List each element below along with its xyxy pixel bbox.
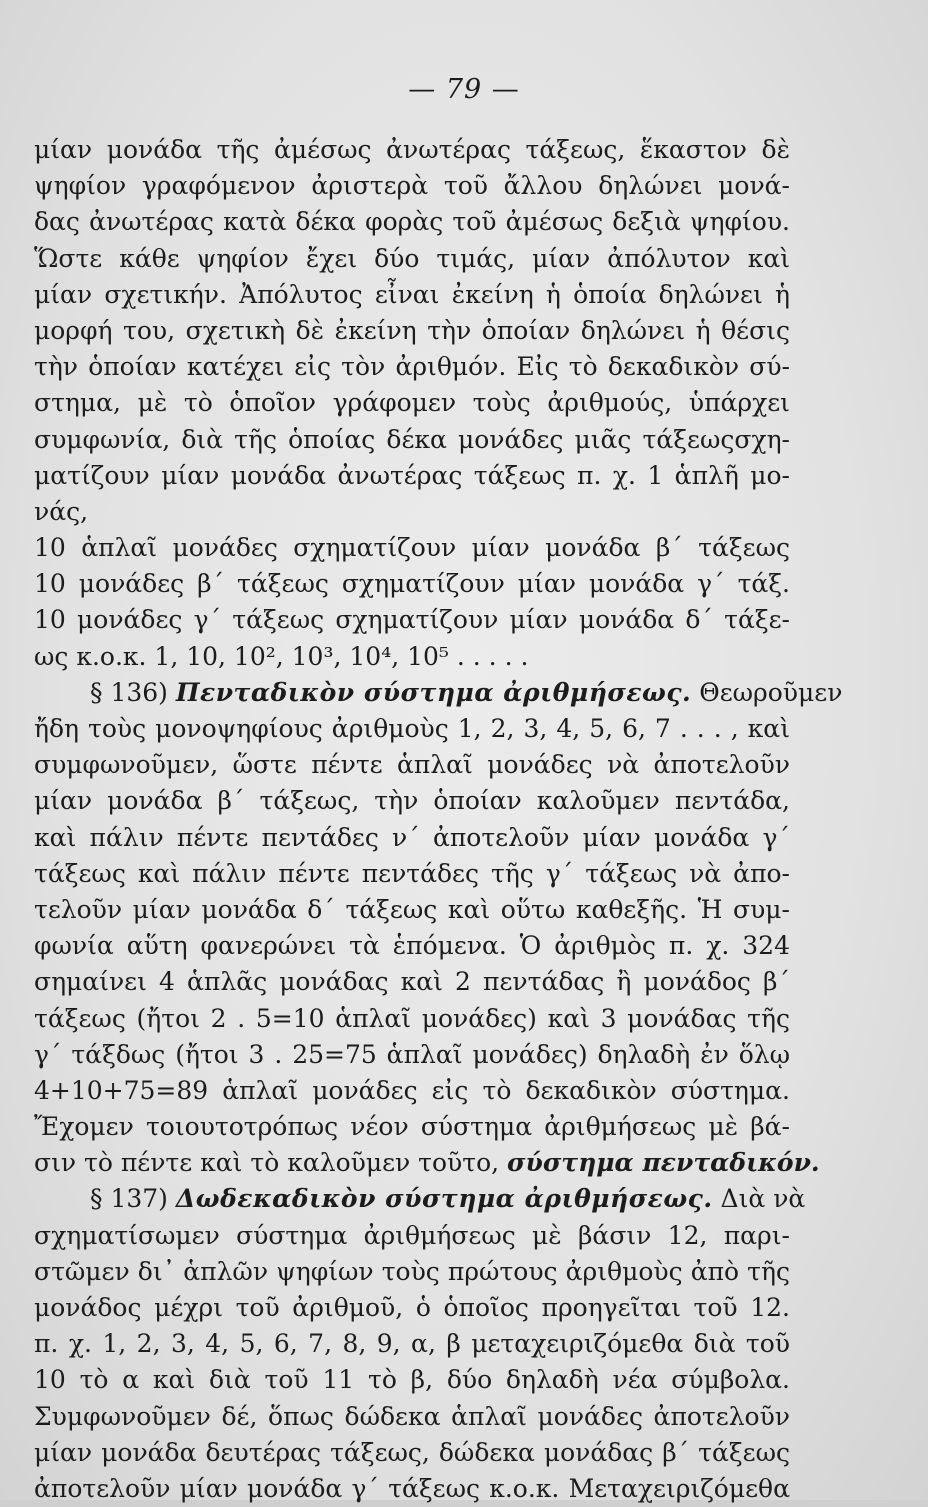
text-line: συμφωνία, διὰ τῆς ὁποίας δέκα μονάδες μιᾶς τάξεωςσχη- xyxy=(34,424,790,454)
text-line: συμφωνοῦμεν, ὥστε πέντε ἁπλαῖ μονάδες νὰ ἀποτελοῦν xyxy=(34,750,790,780)
text-line: μίαν μονάδα δευτέρας τάξεως, δώδεκα μονάδας β΄ τάξεως xyxy=(34,1437,790,1467)
section-number: § 137) xyxy=(90,1184,168,1214)
page-number: — 79 — xyxy=(408,74,520,105)
text-line: σχηματίσωμεν σύστημα ἀριθμήσεως μὲ βάσιν 12, παρι- xyxy=(34,1220,790,1250)
text-line: μίαν μονάδα τῆς ἀμέσως ἀνωτέρας τάξεως, ἕκαστον δὲ xyxy=(34,135,790,164)
text-line: καὶ πάλιν πέντε πεντάδες ν΄ ἀποτελοῦν μίαν μονάδα γ΄ xyxy=(34,822,790,852)
text-line: τάξεως καὶ πάλιν πέντε πεντάδες τῆς γ΄ τάξεως νὰ ἀπο- xyxy=(34,858,790,888)
text-line: μονάδος μέχρι τοῦ ἀριθμοῦ, ὁ ὁποῖος προηγεῖται τοῦ 12. xyxy=(34,1293,790,1322)
text-line: σημαίνει 4 ἁπλᾶς μονάδας καὶ 2 πεντάδας ἢ μονάδος β΄ xyxy=(34,967,790,997)
text-line: π. χ. 1, 2, 3, 4, 5, 6, 7, 8, 9, α, β μεταχειριζόμεθα διὰ τοῦ xyxy=(34,1329,790,1359)
text-line: Ἔχομεν τοιουτοτρόπως νέον σύστημα ἀριθμήσεως μὲ βά- xyxy=(34,1112,790,1142)
section-title: Δωδεκαδικὸν σύστημα ἀριθμήσεως. xyxy=(175,1184,713,1214)
text-line: 10 μονάδες β΄ τάξεως σχηματίζουν μίαν μονάδα γ΄ τάξ. xyxy=(34,569,790,599)
text-line: δας ἀνωτέρας κατὰ δέκα φορὰς τοῦ ἀμέσως δεξιὰ ψηφίου. xyxy=(34,207,790,237)
text-line: γ΄ τάξδως (ἤτοι 3 . 25=75 ἁπλαῖ μονάδες) δηλαδὴ ἐν ὅλῳ xyxy=(34,1039,790,1069)
text-line: στημα, μὲ τὸ ὁποῖον γράφομεν τοὺς ἀριθμούς, ὑπάρχει xyxy=(34,388,790,418)
text-line: 10 μονάδες γ΄ τάξεως σχηματίζουν μίαν μονάδα δ΄ τάξε- xyxy=(34,605,790,635)
text-run: Θεωροῦμεν xyxy=(699,677,843,707)
text-line: νάς, xyxy=(34,496,89,526)
text-line xyxy=(34,1145,820,1181)
text-line: Ὥστε κάθε ψηφίον ἔχει δύο τιμάς, μίαν ἀπόλυτον καὶ xyxy=(34,243,790,273)
text-line: 4+10+75=89 ἁπλαῖ μονάδες εἰς τὸ δεκαδικὸν σύστημα. xyxy=(34,1075,790,1105)
text-line: ἀποτελοῦν μίαν μονάδα γ΄ τάξεως κ.ο.κ. Μεταχειριζόμεθα xyxy=(34,1473,790,1503)
text-line: φωνία αὕτη φανερώνει τὰ ἑπόμενα. Ὁ ἀριθμὸς π. χ. 324 xyxy=(34,931,790,961)
section-136-heading-line xyxy=(34,675,843,711)
text-line: τελοῦν μίαν μονάδα δ΄ τάξεως καὶ οὕτω καθεξῆς. Ἡ συμ- xyxy=(34,894,790,924)
text-line: ως κ.ο.κ. 1, 10, 10², 10³, 10⁴, 10⁵ . . . . . xyxy=(34,641,529,671)
text-line: τὴν ὁποίαν κατέχει εἰς τὸν ἀριθμόν. Εἰς τὸ δεκαδικὸν σύ- xyxy=(34,352,790,382)
text-line: ματίζουν μίαν μονάδα ἀνωτέρας τάξεως π. χ. 1 ἁπλῆ μο- xyxy=(34,460,790,490)
text-line: 10 ἁπλαῖ μονάδες σχηματίζουν μίαν μονάδα β΄ τάξεως xyxy=(34,533,790,563)
text-line: Συμφωνοῦμεν δέ, ὅπως δώδεκα ἁπλαῖ μονάδες ἀποτελοῦν xyxy=(34,1401,790,1431)
term-italic: σύστημα πενταδικόν. xyxy=(507,1148,820,1178)
section-number: § 136) xyxy=(90,677,168,707)
text-line: μίαν σχετικήν. Ἀπόλυτος εἶναι ἐκείνη ἡ ὁποία δηλώνει ἡ xyxy=(34,279,790,309)
text-line: 10 τὸ α καὶ διὰ τοῦ 11 τὸ β, δύο δηλαδὴ νέα σύμβολα. xyxy=(34,1365,790,1395)
text-line: μίαν μονάδα β΄ τάξεως, τὴν ὁποίαν καλοῦμεν πεντάδα, xyxy=(34,786,790,816)
section-title: Πενταδικὸν σύστημα ἀριθμήσεως. xyxy=(175,677,692,707)
text-run: σιν τὸ πέντε καὶ τὸ καλοῦμεν τοῦτο, xyxy=(34,1148,500,1178)
section-137-heading-line xyxy=(34,1181,806,1217)
text-run: Διὰ νὰ xyxy=(720,1184,806,1214)
text-line: στῶμεν δι᾽ ἁπλῶν ψηφίων τοὺς πρώτους ἀριθμοὺς ἀπὸ τῆς xyxy=(34,1256,790,1286)
text-line: τάξεως (ἤτοι 2 . 5=10 ἁπλαῖ μονάδες) καὶ 3 μονάδας τῆς xyxy=(34,1003,790,1033)
text-line: ψηφίον γραφόμενον ἀριστερὰ τοῦ ἄλλου δηλώνει μονά- xyxy=(34,171,790,201)
text-line: μορφή του, σχετικὴ δὲ ἐκείνη τὴν ὁποίαν δηλώνει ἡ θέσις xyxy=(34,315,790,345)
text-line: ἤδη τοὺς μονοψηφίους ἀριθμοὺς 1, 2, 3, 4, 5, 6, 7 . . . , καὶ xyxy=(34,714,790,743)
page-text xyxy=(34,132,843,1507)
